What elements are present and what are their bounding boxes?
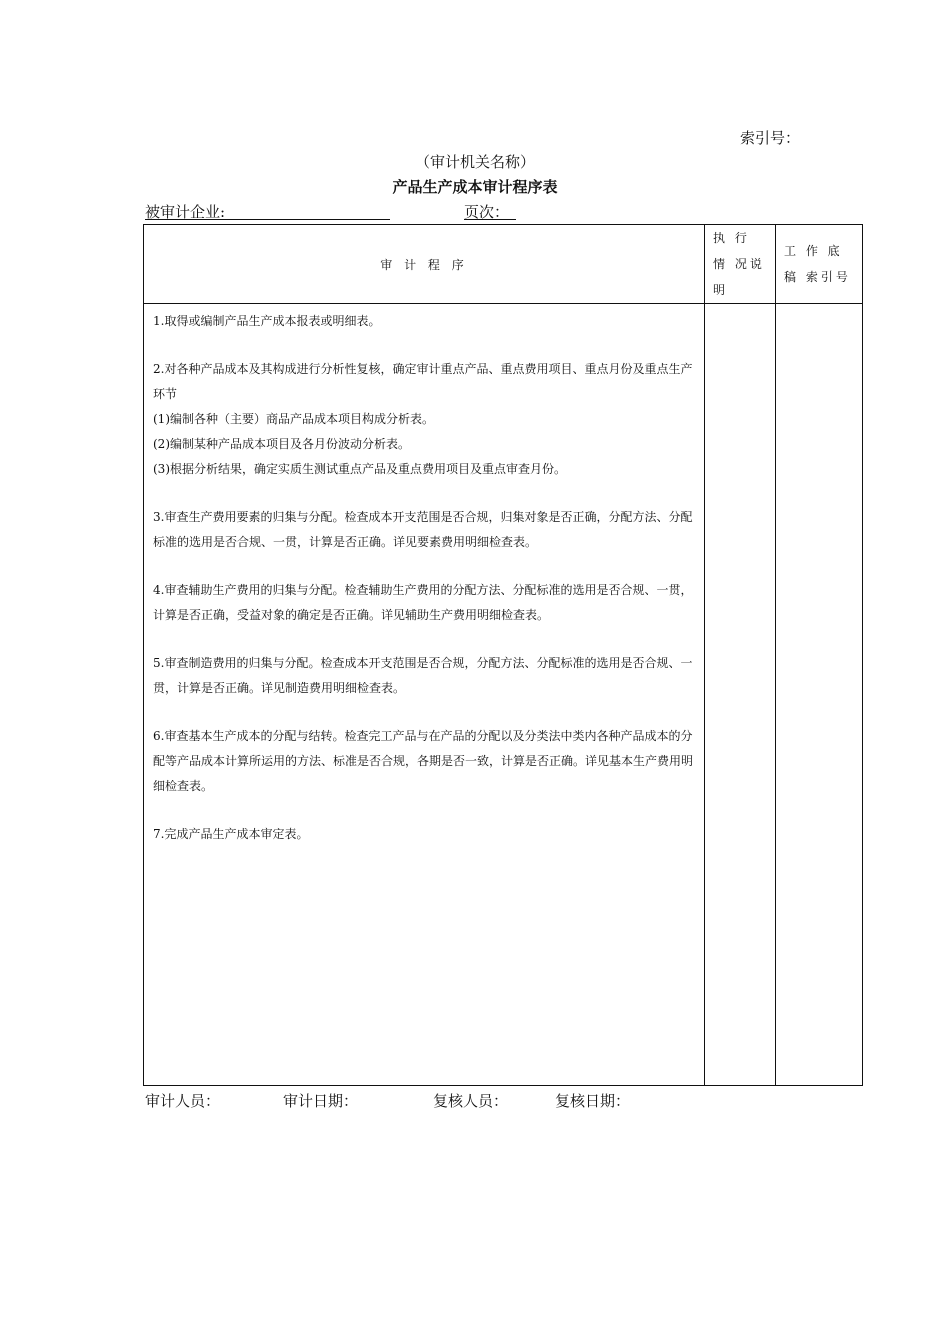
audited-company-field	[145, 201, 390, 220]
procedure-steps-cell	[144, 304, 705, 1086]
reviewer-label: 复核人员：	[433, 1092, 509, 1110]
page-number-label: 页次：	[464, 203, 510, 221]
audit-procedure-table	[143, 224, 863, 1086]
procedure-step: 4.审查辅助生产费用的归集与分配。检查辅助生产费用的分配方法、分配标准的选用是否合规、一贯，计算是否正确，受益对象的确定是否正确。详见辅助生产费用明细检查表。	[153, 583, 693, 622]
procedure-step: 5.审查制造费用的归集与分配。检查成本开支范围是否合规，分配方法、分配标准的选用是否合规、一贯，计算是否正确。详见制造费用明细检查表。	[153, 656, 693, 695]
execution-column-header: 执 行 情 况说明	[705, 225, 776, 304]
audit-organization-name: （审计机关名称）	[414, 153, 535, 171]
page-number-field	[464, 201, 516, 220]
review-date-label: 复核日期：	[555, 1092, 631, 1110]
audited-company-label: 被审计企业:	[145, 203, 226, 221]
audit-date-label: 审计日期：	[283, 1092, 359, 1110]
table-body-row	[144, 304, 863, 1086]
procedure-substep: (2)编制某种产品成本项目及各月份波动分析表。	[153, 437, 410, 451]
procedure-step: 1.取得或编制产品生产成本报表或明细表。	[153, 314, 381, 328]
procedure-substep: (3)根据分析结果，确定实质生测试重点产品及重点费用项目及重点审查月份。	[153, 462, 567, 476]
execution-notes-cell	[705, 304, 776, 1086]
procedure-column-header: 审 计 程 序	[144, 225, 705, 304]
workpaper-index-column-header: 工 作 底 稿 索引号	[776, 225, 863, 304]
procedure-step: 7.完成产品生产成本审定表。	[153, 827, 309, 841]
page-title: 产品生产成本审计程序表	[392, 178, 558, 196]
workpaper-index-cell	[776, 304, 863, 1086]
procedure-step: 6.审查基本生产成本的分配与结转。检查完工产品与在产品的分配以及分类法中类内各种产品成本的分配等产品成本计算所运用的方法、标准是否合规，各期是否一致，计算是否正确。详见基本生产费用明细检查表。	[153, 729, 694, 793]
signature-footer	[145, 1090, 905, 1110]
procedure-substep: (1)编制各种（主要）商品产品成本项目构成分析表。	[153, 412, 435, 426]
procedure-step: 3.审查生产费用要素的归集与分配。检查成本开支范围是否合规，归集对象是否正确，分配方法、分配标准的选用是否合规、一贯，计算是否正确。详见要素费用明细检查表。	[153, 510, 693, 549]
table-header-row	[144, 225, 863, 304]
procedure-step: 2.对各种产品成本及其构成进行分析性复核，确定审计重点产品、重点费用项目、重点月份及重点生产环节	[153, 362, 693, 401]
auditor-label: 审计人员：	[145, 1092, 221, 1110]
index-number-label: 索引号：	[740, 129, 801, 147]
audited-company-row	[145, 201, 516, 220]
